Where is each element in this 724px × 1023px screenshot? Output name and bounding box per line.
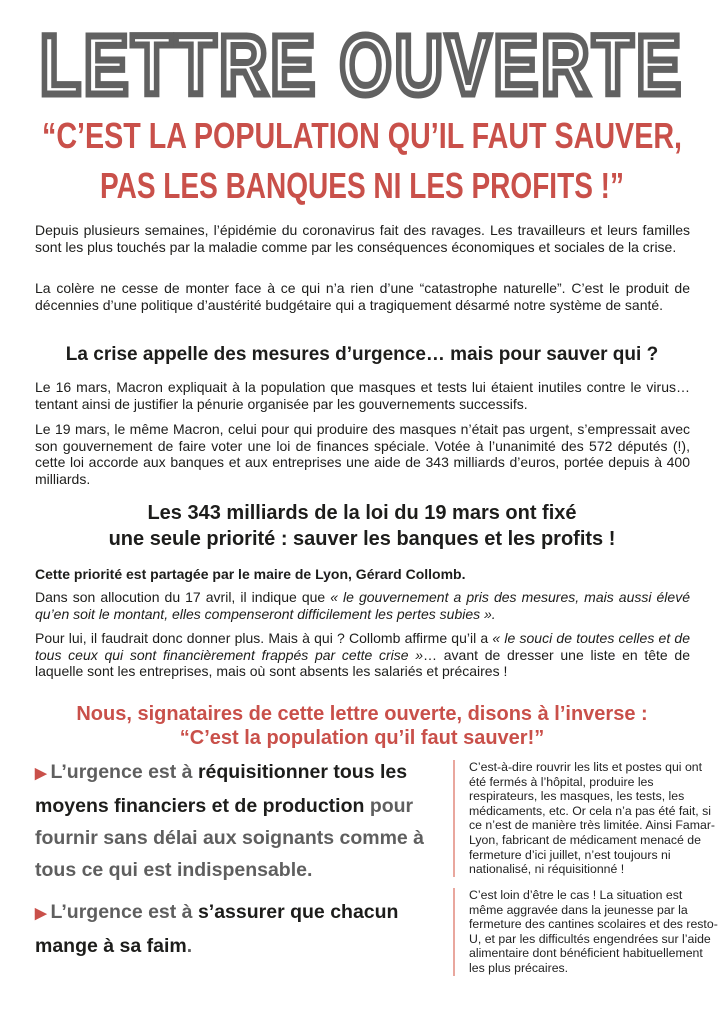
quote: « le souci de toutes celles et de tous ceux qui sont financièrement frappés par cette crise » <box>35 630 690 663</box>
text: Pour lui, il faudrait donc donner plus. Mais à qui ? Collomb affirme qu’il a <box>35 630 493 646</box>
paragraph-march-19: Le 19 mars, le même Macron, celui pour qui produire des masques n’était pas urgent, s’empressait avec son gouvernement de faire voter une loi de finances spéciale. Votée à l’unanimité des 572 députés (!), cette loi accorde aux banques et aux entreprises une aide de 343 milliards d’euros, portée depuis à 400 milliards. <box>35 421 690 487</box>
triangle-bullet-icon: ▶ <box>35 765 47 782</box>
demand-rest: pour fournir sans délai aux soignants comme à tous ce qui est indispensable. <box>35 795 425 881</box>
page-title: LETTRE OUVERTE <box>40 18 684 112</box>
demand-prefix: L’urgence est à <box>50 901 198 923</box>
subtitle-line-2: PAS LES BANQUES NI LES PROFITS !” <box>100 165 624 206</box>
section-heading-crisis: La crise appelle des mesures d’urgence… mais pour sauver qui ? <box>65 344 659 365</box>
heading-line-2: une seule priorité : sauver les banques et les profits ! <box>108 528 616 550</box>
note-food: C’est loin d’être le cas ! La situation est même aggravée dans la jeunesse par la fermeture des cantines scolaires et des resto-U, et par les difficultés engendrées sur l’aide alimentaire dont bénéficient habituellement les plus précaires. <box>453 888 719 976</box>
demand-requisition <box>35 756 455 886</box>
title-banner <box>0 0 724 210</box>
section-heading-signataires <box>20 702 704 750</box>
triangle-bullet-icon: ▶ <box>35 905 47 922</box>
paragraph-april-17 <box>35 589 690 622</box>
note-requisition: C’est-à-dire rouvrir les lits et postes qui ont été fermés à l’hôpital, produire les respirateurs, les masques, les tests, les médicaments, etc. Or cela n’a pas été fait, si ce n’est de manière très limitée. Ainsi Famar-Lyon, fabricant de médicament menacé de fermeture d’ici juillet, n’est toujours ni nationalisé, ni réquisitionné ! <box>453 760 719 877</box>
demand-food <box>35 896 455 962</box>
heading-line-2: “C’est la population qu’il faut sauver!” <box>179 727 545 749</box>
intro-paragraph-2: La colère ne cesse de monter face à ce qui n’a rien d’une “catastrophe naturelle”. C’est le produit de décennies d’une politique d’austérité budgétaire qui a tragiquement désarmé notre système de santé. <box>35 280 690 313</box>
collomb-lead: Cette priorité est partagée par le maire de Lyon, Gérard Collomb. <box>35 566 466 582</box>
demand-emphasis: s’assurer que chacun mange à sa faim <box>35 901 399 957</box>
demand-rest: . <box>186 935 193 957</box>
intro-paragraph-1: Depuis plusieurs semaines, l’épidémie du coronavirus fait des ravages. Les travailleurs et leurs familles sont les plus touchés par la maladie comme par les conséquences économiques et sociales de la crise. <box>35 222 690 255</box>
heading-line-1: Les 343 milliards de la loi du 19 mars ont fixé <box>147 502 577 524</box>
heading-line-1: Nous, signataires de cette lettre ouverte, disons à l’inverse : <box>76 703 648 725</box>
text: Dans son allocution du 17 avril, il indique que <box>35 589 331 605</box>
paragraph-march-16: Le 16 mars, Macron expliquait à la population que masques et tests lui étaient inutiles contre le virus… tentant ainsi de justifier la pénurie organisée par les gouvernements successifs. <box>35 379 690 412</box>
paragraph-collomb <box>35 630 690 680</box>
subtitle-line-1: “C’EST LA POPULATION QU’IL FAUT SAUVER, <box>42 115 682 156</box>
section-heading-343-billions <box>20 500 704 552</box>
quote: « le gouvernement a pris des mesures, mais aussi élevé qu’en soit le montant, elles compenseront difficilement les pertes subies ». <box>35 589 690 622</box>
text: … avant de dresser une liste en tête de laquelle sont les entreprises, mais où sont absents les salariés et précaires ! <box>35 646 690 680</box>
demand-prefix: L’urgence est à <box>50 761 198 783</box>
demand-emphasis: réquisitionner tous les moyens financiers et de production <box>35 761 408 817</box>
